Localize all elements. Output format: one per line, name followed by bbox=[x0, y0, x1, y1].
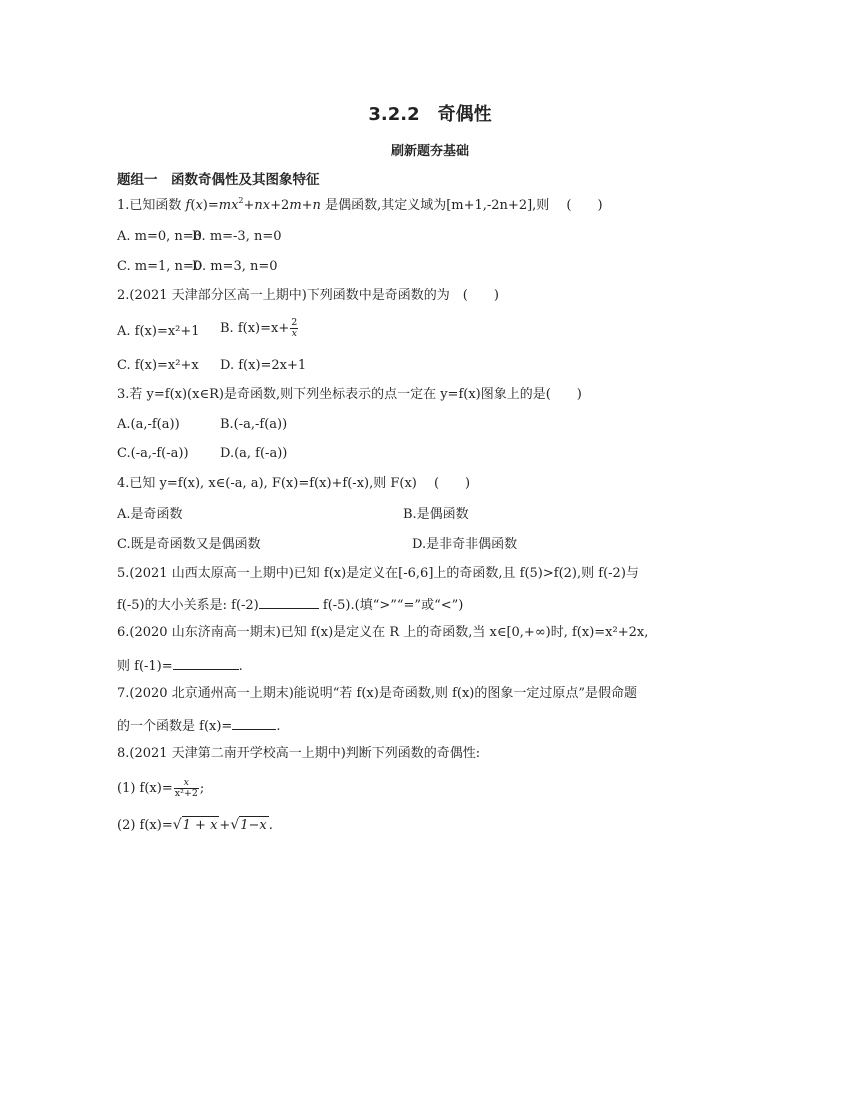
question-8-stem: 8.(2021 天津第二南开学校高一上期中)判断下列函数的奇偶性: bbox=[117, 746, 481, 761]
q8-part1-suffix: ; bbox=[199, 781, 205, 796]
q1-option-d: D. m=3, n=0 bbox=[192, 259, 278, 274]
question-4-stem: 4.已知 y=f(x), x∈(-a, a), F(x)=f(x)+f(-x),则 F(x) ( ) bbox=[117, 476, 471, 491]
fraction-numerator: x bbox=[174, 778, 199, 789]
group-title: 题组一 函数奇偶性及其图象特征 bbox=[117, 172, 320, 188]
q4-option-c: C.既是奇函数又是偶函数 bbox=[117, 537, 261, 552]
q8-radicand-2: 1−x bbox=[240, 818, 267, 833]
answer-blank-6[interactable] bbox=[173, 655, 239, 670]
q3-option-b: B.(-a,-f(a)) bbox=[220, 417, 288, 432]
q1-tail: 是偶函数,其定义域为[m+1,-2n+2],则 ( ) bbox=[325, 198, 603, 213]
q8-part2-suffix: . bbox=[268, 818, 273, 833]
answer-blank-5[interactable] bbox=[259, 594, 319, 609]
q8-part-1 bbox=[117, 778, 204, 799]
question-2-stem: 2.(2021 天津部分区高一上期中)下列函数中是奇函数的为 ( ) bbox=[117, 288, 499, 303]
question-7-line-2 bbox=[117, 715, 280, 736]
fraction-denominator: x²+2 bbox=[174, 788, 198, 799]
q8-part2-prefix: (2) f(x)= bbox=[117, 818, 173, 833]
page-subtitle: 刷新题夯基础 bbox=[390, 144, 469, 159]
question-6-line-2 bbox=[117, 655, 243, 676]
q8-plus: + bbox=[219, 818, 231, 833]
q4-option-b: B.是偶函数 bbox=[403, 507, 469, 522]
q3-option-a: A.(a,-f(a)) bbox=[117, 417, 180, 432]
radical-sign-icon: √ bbox=[172, 817, 182, 833]
q7-line2-suffix: . bbox=[276, 719, 281, 734]
q2-option-a: A. f(x)=x²+1 bbox=[117, 324, 200, 339]
question-5-line-2 bbox=[117, 594, 463, 615]
question-7-line-1: 7.(2020 北京通州高一上期末)能说明“若 f(x)是奇函数,则 f(x)的图象一定过原点”是假命题 bbox=[117, 686, 638, 701]
q3-option-d: D.(a, f(-a)) bbox=[220, 446, 288, 461]
question-3-stem: 3.若 y=f(x)(x∈R)是奇函数,则下列坐标表示的点一定在 y=f(x)图象上的是( ) bbox=[117, 387, 582, 402]
fraction-denominator: x bbox=[291, 328, 297, 339]
q1-option-c: C. m=1, n=0 bbox=[117, 259, 203, 274]
q1-prefix: 1.已知函数 bbox=[117, 198, 186, 213]
q8-part1-prefix: (1) f(x)= bbox=[117, 781, 173, 796]
q8-part-2 bbox=[117, 816, 273, 835]
q2-option-b-prefix: B. f(x)=x+ bbox=[220, 321, 290, 336]
q1-option-b: B. m=-3, n=0 bbox=[192, 229, 282, 244]
q4-option-a: A.是奇函数 bbox=[117, 507, 183, 522]
q2-option-c: C. f(x)=x²+x bbox=[117, 358, 199, 373]
q6-line2-prefix: 则 f(-1)= bbox=[117, 659, 173, 674]
q4-option-d: D.是非奇非偶函数 bbox=[412, 537, 518, 552]
q7-line2-prefix: 的一个函数是 f(x)= bbox=[117, 719, 233, 734]
answer-blank-7[interactable] bbox=[232, 715, 276, 730]
q5-line2-suffix: f(-5).(填“>”“=”或“<”) bbox=[318, 598, 464, 613]
question-5-line-1: 5.(2021 山西太原高一上期中)已知 f(x)是定义在[-6,6]上的奇函数,且 f(5)>f(2),则 f(-2)与 bbox=[117, 566, 639, 581]
q6-line2-suffix: . bbox=[238, 659, 243, 674]
q8-radicand-1: 1 + x bbox=[182, 818, 218, 833]
q3-option-c: C.(-a,-f(-a)) bbox=[117, 446, 189, 461]
radical-sign-icon: √ bbox=[230, 817, 240, 833]
q2-option-b bbox=[220, 318, 299, 339]
q1-option-a: A. m=0, n=0 bbox=[117, 229, 202, 244]
q2-option-d: D. f(x)=2x+1 bbox=[220, 358, 307, 373]
page-title: 3.2.2 奇偶性 bbox=[368, 104, 492, 125]
q8-part1-fraction bbox=[174, 778, 199, 799]
question-1-stem: 1.已知函数 $f(x)=mx^2+nx+2m+n$ 是偶函数,其定义域为[m+1,-2n+2],则 ( ) bbox=[117, 196, 603, 213]
fraction-numerator: 2 bbox=[291, 317, 298, 328]
q2-option-b-fraction bbox=[290, 318, 298, 339]
question-6-line-1: 6.(2020 山东济南高一期末)已知 f(x)是定义在 R 上的奇函数,当 x∈[0,+∞)时, f(x)=x²+2x, bbox=[117, 625, 649, 640]
q5-line2-prefix: f(-5)的大小关系是: f(-2) bbox=[117, 598, 259, 613]
